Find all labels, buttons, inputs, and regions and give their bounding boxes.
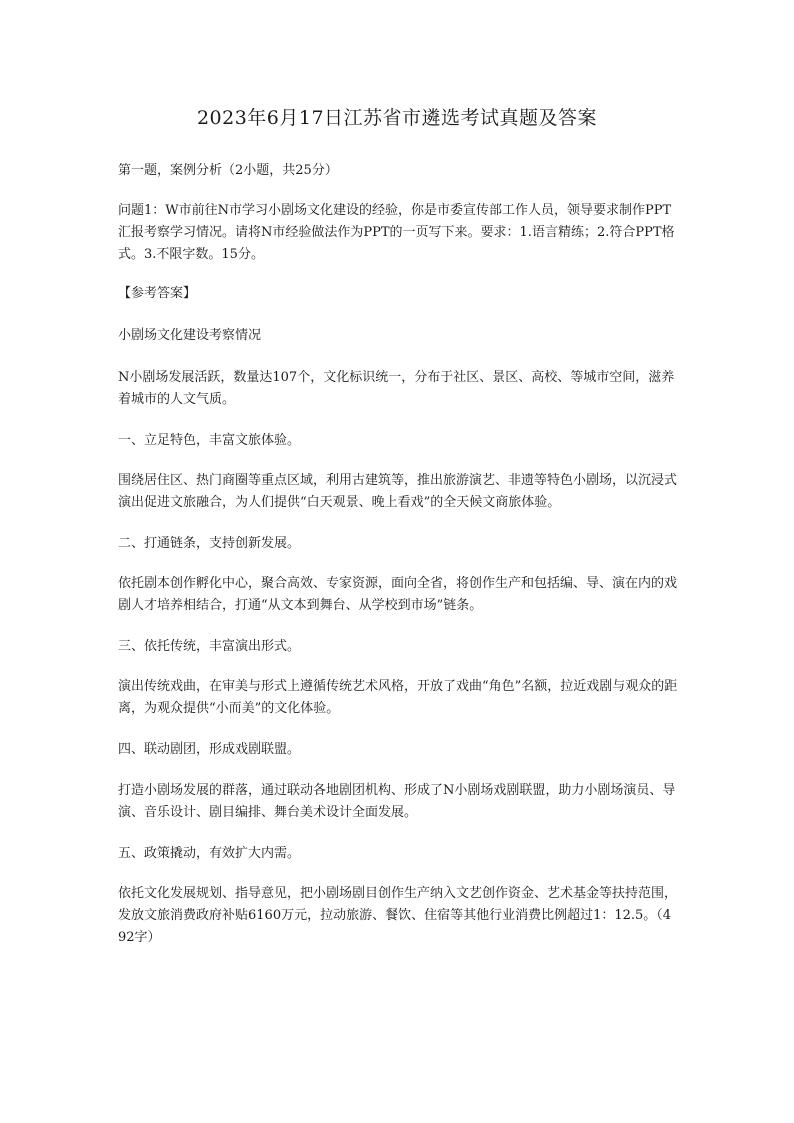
answer-label: 【参考答案】	[118, 286, 197, 301]
point-body-3: 演出传统戏曲，在审美与形式上遵循传统艺术风格，开放了戏曲“角色”名额，拉近戏剧与观众的距离，为观众提供“小而美”的文化体验。	[118, 679, 678, 716]
point-body-4: 打造小剧场发展的群落，通过联动各地剧团机构、形成了N小剧场戏剧联盟，助力小剧场演员、导演、音乐设计、剧目编排、舞台美术设计全面发展。	[118, 783, 676, 820]
answer-title: 小剧场文化建设考察情况	[118, 328, 262, 343]
point-heading-4: 四、联动剧团，形成戏剧联盟。	[118, 742, 301, 757]
section-heading: 第一题，案例分析（2小题，共25分）	[118, 163, 338, 178]
point-body-5: 依托文化发展规划、指导意见，把小剧场剧目创作生产纳入文艺创作资金、艺术基金等扶持范围，发放文旅消费政府补贴6160万元，拉动旅游、餐饮、住宿等其他行业消费比例超过1：12.5。（492字）	[118, 886, 678, 945]
intro-paragraph: N小剧场发展活跃，数量达107个，文化标识统一，分布于社区、景区、高校、等城市空间，滋养着城市的人文气质。	[118, 370, 675, 407]
point-body-1: 围绕居住区、热门商圈等重点区域，利用古建筑等，推出旅游演艺、非遗等特色小剧场，以沉浸式演出促进文旅融合，为人们提供“白天观景、晚上看戏”的全天候文商旅体验。	[118, 473, 678, 510]
point-heading-1: 一、立足特色，丰富文旅体验。	[118, 433, 301, 448]
point-body-2: 依托剧本创作孵化中心，聚合高效、专家资源，面向全省，将创作生产和包括编、导、演在内的戏剧人才培养相结合，打通“从文本到舞台、从学校到市场”链条。	[118, 576, 678, 613]
document-title: 2023年6月17日江苏省市遴选考试真题及答案	[196, 107, 598, 129]
question-text: 问题1：W市前往N市学习小剧场文化建设的经验，你是市委宣传部工作人员，领导要求制作PPT汇报考察学习情况。请将N市经验做法作为PPT的一页写下来。要求：1.语言精练；2.符合PPT格式。3.不限字数。15分。	[118, 203, 675, 262]
point-heading-3: 三、依托传统，丰富演出形式。	[118, 639, 301, 654]
point-heading-2: 二、打通链条，支持创新发展。	[118, 536, 301, 551]
point-heading-5: 五、政策撬动，有效扩大内需。	[118, 846, 301, 861]
